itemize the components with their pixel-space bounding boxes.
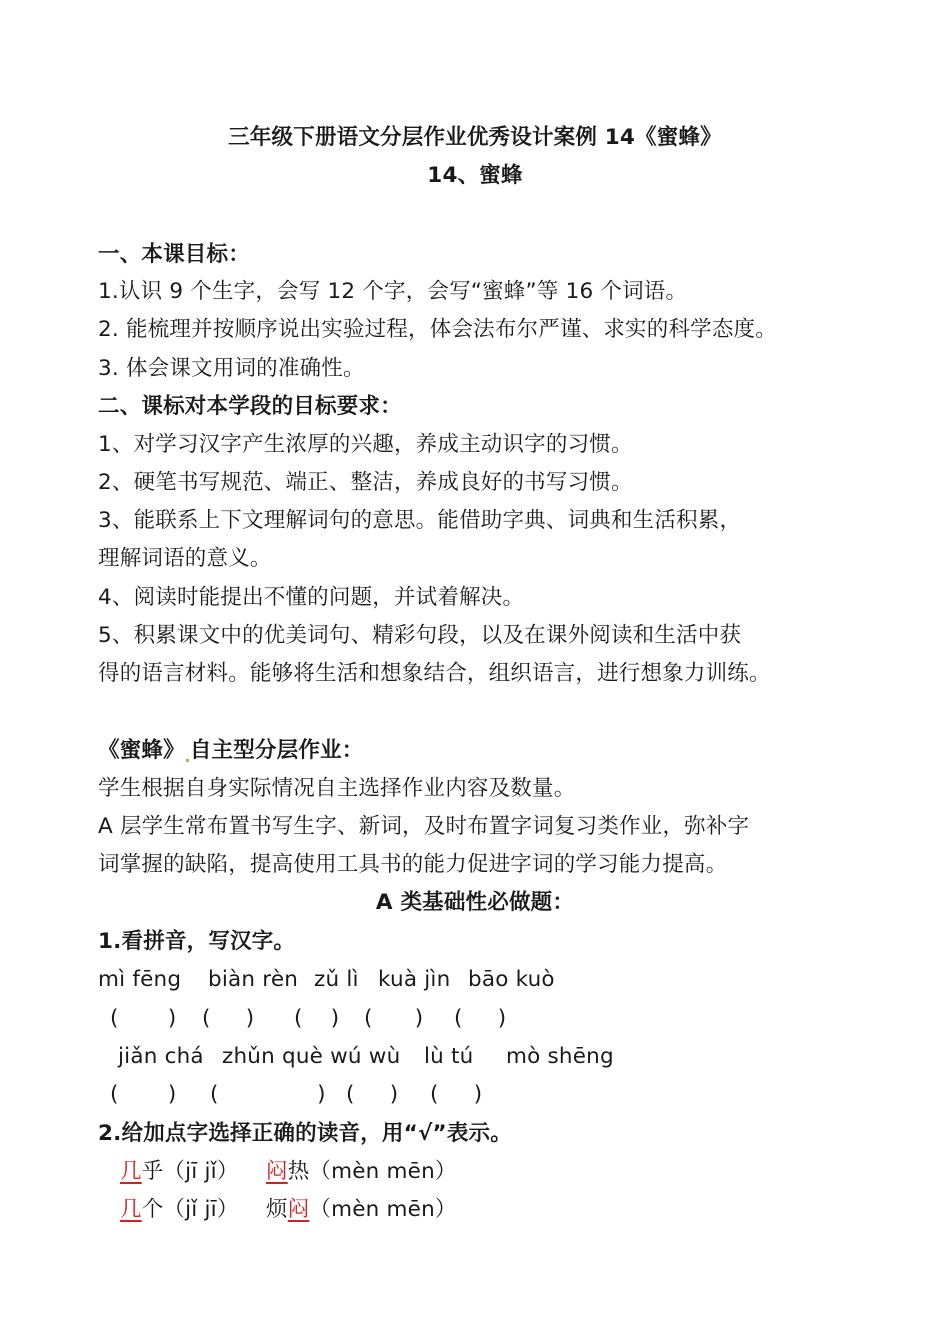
dotted-char: 闷 [287, 1197, 310, 1222]
homework-desc: 词掌握的缺陷，提高使用工具书的能力促进字词的学习能力提高。 [98, 852, 728, 877]
answer-blank[interactable]: ( ) [430, 1082, 483, 1107]
pinyin-item: biàn rèn [208, 967, 299, 992]
pinyin-item: mò shēng [506, 1044, 614, 1069]
question-2-heading: 2.给加点字选择正确的读音，用“√”表示。 [98, 1121, 512, 1146]
reading-choice[interactable] [266, 1196, 457, 1224]
document-title: 三年级下册语文分层作业优秀设计案例 14《蜜蜂》 [228, 125, 722, 150]
pinyin-item: bāo kuò [468, 967, 555, 992]
pinyin-item: lù tú [424, 1044, 474, 1069]
choice-prefix: 烦 [266, 1197, 288, 1222]
pinyin-item: zǔ lì [314, 967, 359, 992]
standard-item: 3、能联系上下文理解词句的意思。能借助字典、词典和生活积累， [98, 508, 742, 533]
standard-item: 2、硬笔书写规范、端正、整洁，养成良好的书写习惯。 [98, 470, 633, 495]
reading-choice[interactable] [266, 1158, 457, 1186]
answer-blank[interactable]: ( ) [110, 1082, 177, 1107]
answer-blank[interactable]: ( ) [454, 1006, 507, 1031]
choice-text: 个（jǐ jī） [141, 1197, 239, 1222]
question-1-heading: 1.看拼音，写汉字。 [98, 929, 296, 954]
pinyin-item: mì fēng [98, 967, 182, 992]
answer-blank[interactable]: ( ) [364, 1006, 424, 1031]
dotted-char: 几 [120, 1159, 142, 1184]
document-subtitle: 14、蜜蜂 [427, 163, 523, 188]
dotted-char: 几 [120, 1197, 142, 1222]
choice-text: （mèn mēn） [309, 1197, 457, 1222]
answer-blank[interactable]: ( ) [346, 1082, 399, 1107]
homework-intro: 学生根据自身实际情况自主选择作业内容及数量。 [98, 776, 576, 801]
standard-item: 理解词语的意义。 [98, 546, 272, 571]
homework-desc: A 层学生常布置书写生字、新词，及时布置字词复习类作业，弥补字 [98, 814, 750, 839]
answer-blank[interactable]: ( ) [202, 1006, 255, 1031]
standard-item: 得的语言材料。能够将生活和想象结合，组织语言，进行想象力训练。 [98, 661, 771, 686]
standard-item: 5、积累课文中的优美词句、精彩句段，以及在课外阅读和生活中获 [98, 623, 742, 648]
reading-choice[interactable] [120, 1158, 239, 1186]
goal-item: 1.认识 9 个生字，会写 12 个字，会写“蜜蜂”等 16 个词语。 [98, 279, 688, 304]
section-heading-standards: 二、课标对本学段的目标要求： [98, 394, 402, 419]
goal-item: 2. 能梳理并按顺序说出实验过程，体会法布尔严谨、求实的科学态度。 [98, 317, 777, 342]
answer-blank[interactable]: ( ) [210, 1082, 326, 1107]
pinyin-item: zhǔn què wú wù [222, 1044, 401, 1069]
category-heading: A 类基础性必做题： [375, 890, 575, 915]
section-heading-goals: 一、本课目标： [98, 242, 250, 267]
heading-book-title: 《蜜蜂》 [98, 738, 185, 763]
choice-text: 热（mèn mēn） [287, 1159, 457, 1184]
answer-blank[interactable]: ( ) [110, 1006, 177, 1031]
pinyin-item: kuà jìn [378, 967, 451, 992]
choice-text: 乎（jī jǐ） [141, 1159, 239, 1184]
reading-choice[interactable] [120, 1196, 239, 1224]
standard-item: 1、对学习汉字产生浓厚的兴趣，养成主动识字的习惯。 [98, 432, 633, 457]
dotted-char: 闷 [266, 1159, 288, 1184]
pinyin-item: jiǎn chá [118, 1044, 204, 1069]
heading-homework-label: 自主型分层作业： [189, 738, 364, 763]
standard-item: 4、阅读时能提出不懂的问题，并试着解决。 [98, 585, 525, 610]
answer-blank[interactable]: ( ) [294, 1006, 340, 1031]
section-heading-homework [98, 737, 363, 765]
anchor-mark [186, 759, 189, 762]
goal-item: 3. 体会课文用词的准确性。 [98, 356, 365, 381]
